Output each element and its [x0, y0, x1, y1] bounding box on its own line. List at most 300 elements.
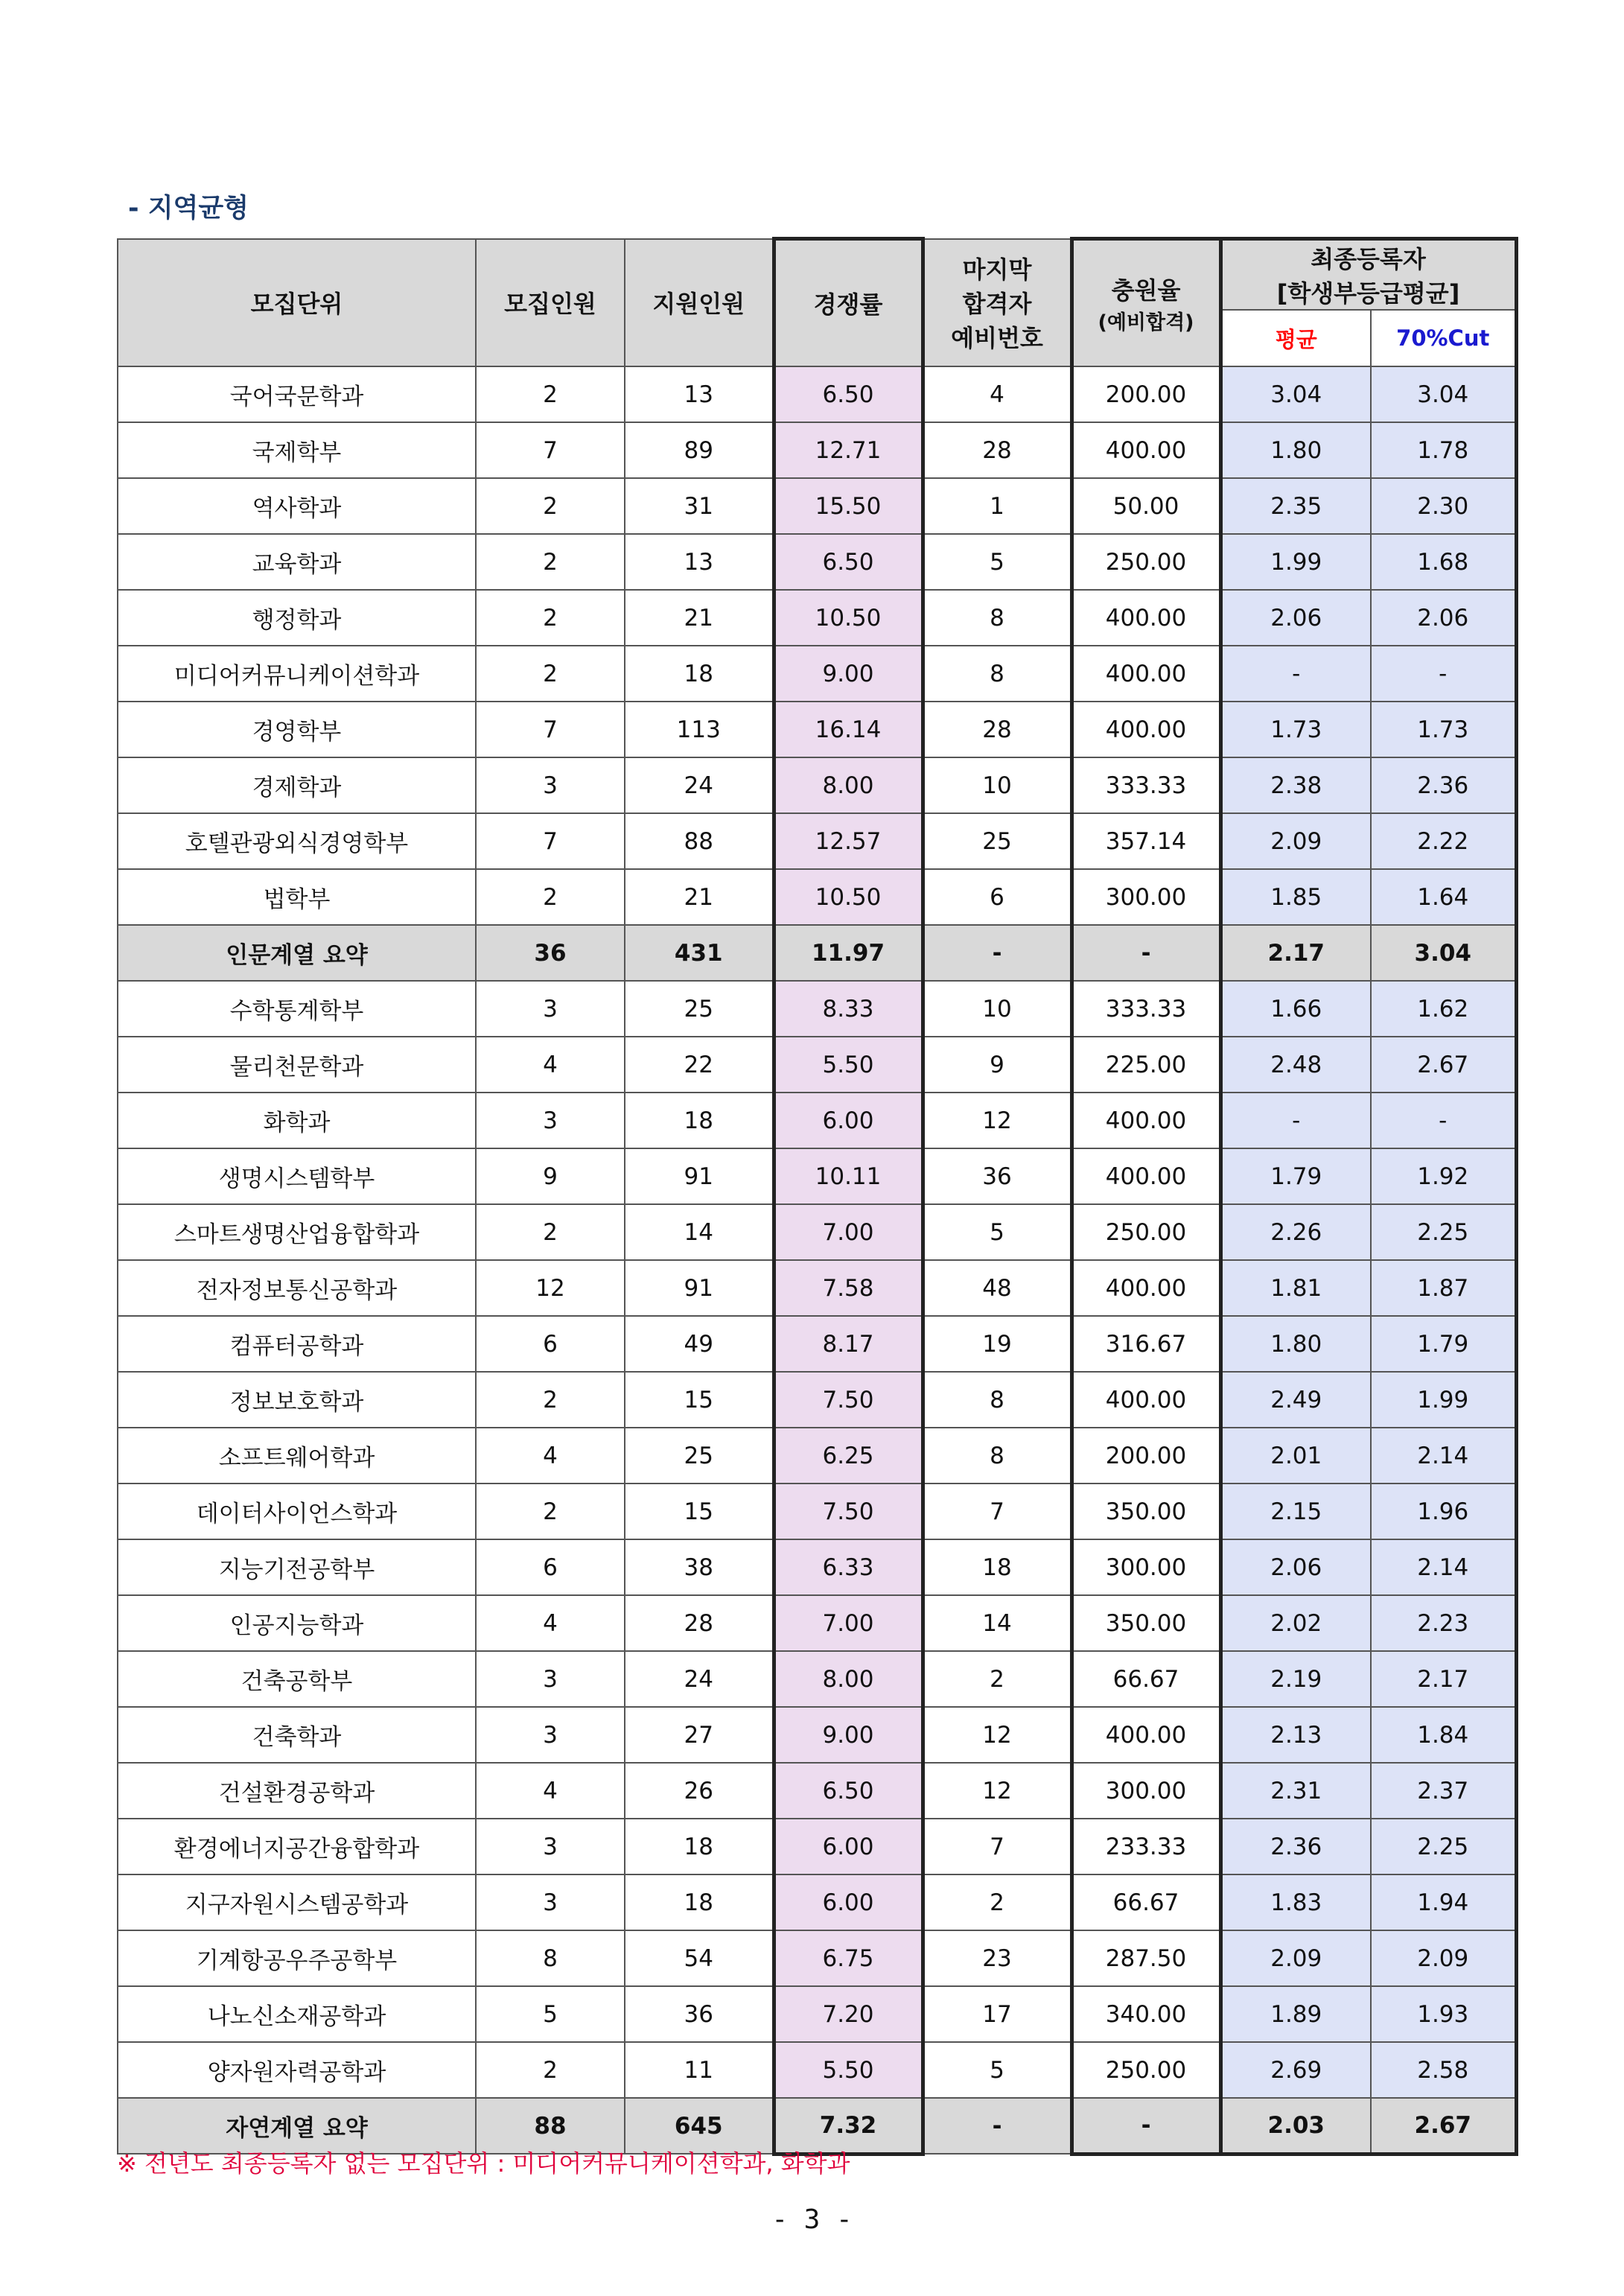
cell-cut70: -	[1371, 1093, 1516, 1148]
cell-last-number: 12	[923, 1707, 1071, 1763]
cell-cut70: 2.67	[1371, 2098, 1516, 2154]
cell-rate: 11.97	[774, 925, 923, 981]
cell-recruit: 9	[476, 1148, 625, 1204]
cell-unit: 지능기전공학부	[118, 1539, 476, 1595]
cell-unit: 미디어커뮤니케이션학과	[118, 646, 476, 702]
cell-rate: 7.00	[774, 1204, 923, 1260]
cell-rate: 8.33	[774, 981, 923, 1037]
cell-fill-rate: 300.00	[1071, 869, 1220, 925]
cell-recruit: 3	[476, 1651, 625, 1707]
cell-applicants: 38	[625, 1539, 774, 1595]
table-row	[118, 1874, 1516, 1930]
cell-last-number: 1	[923, 478, 1071, 534]
cell-avg: 2.09	[1220, 1930, 1371, 1986]
cell-recruit: 2	[476, 534, 625, 590]
cell-applicants: 27	[625, 1707, 774, 1763]
cell-applicants: 24	[625, 1651, 774, 1707]
cell-applicants: 22	[625, 1037, 774, 1093]
cell-applicants: 24	[625, 757, 774, 813]
table-row	[118, 1037, 1516, 1093]
table-row	[118, 534, 1516, 590]
cell-cut70: 2.23	[1371, 1595, 1516, 1651]
cell-avg: 2.17	[1220, 925, 1371, 981]
table-row	[118, 1316, 1516, 1372]
cell-applicants: 14	[625, 1204, 774, 1260]
cell-unit: 인문계열 요약	[118, 925, 476, 981]
cell-applicants: 431	[625, 925, 774, 981]
cell-avg: 2.19	[1220, 1651, 1371, 1707]
cell-rate: 6.00	[774, 1819, 923, 1874]
cell-last-number: 7	[923, 1484, 1071, 1539]
cell-cut70: 2.22	[1371, 813, 1516, 869]
cell-applicants: 89	[625, 422, 774, 478]
cell-cut70: -	[1371, 646, 1516, 702]
cell-fill-rate: 333.33	[1071, 757, 1220, 813]
cell-avg: 1.81	[1220, 1260, 1371, 1316]
cell-rate: 8.17	[774, 1316, 923, 1372]
cell-fill-rate: 233.33	[1071, 1819, 1220, 1874]
cell-fill-rate: 250.00	[1071, 534, 1220, 590]
table-row	[118, 1707, 1516, 1763]
cell-avg: 2.49	[1220, 1372, 1371, 1428]
cell-fill-rate: 50.00	[1071, 478, 1220, 534]
cell-cut70: 2.37	[1371, 1763, 1516, 1819]
table-row	[118, 646, 1516, 702]
cell-fill-rate: 300.00	[1071, 1763, 1220, 1819]
table-row	[118, 1819, 1516, 1874]
table-row	[118, 1260, 1516, 1316]
cell-recruit: 2	[476, 366, 625, 422]
cell-cut70: 2.14	[1371, 1428, 1516, 1484]
cell-applicants: 21	[625, 590, 774, 646]
cell-applicants: 18	[625, 646, 774, 702]
cell-rate: 6.50	[774, 366, 923, 422]
cell-unit: 정보보호학과	[118, 1372, 476, 1428]
cell-rate: 10.11	[774, 1148, 923, 1204]
cell-avg: 1.89	[1220, 1986, 1371, 2042]
cell-last-number: 25	[923, 813, 1071, 869]
cell-last-number: 17	[923, 1986, 1071, 2042]
cell-last-number: 23	[923, 1930, 1071, 1986]
cell-recruit: 2	[476, 1484, 625, 1539]
cell-fill-rate: 340.00	[1071, 1986, 1220, 2042]
cell-last-number: 7	[923, 1819, 1071, 1874]
cell-avg: 2.36	[1220, 1819, 1371, 1874]
cell-avg: 1.99	[1220, 534, 1371, 590]
cell-cut70: 2.30	[1371, 478, 1516, 534]
cell-rate: 6.75	[774, 1930, 923, 1986]
table-row	[118, 1539, 1516, 1595]
table-row	[118, 757, 1516, 813]
cell-recruit: 2	[476, 869, 625, 925]
cell-fill-rate: 66.67	[1071, 1874, 1220, 1930]
cell-unit: 생명시스템학부	[118, 1148, 476, 1204]
cell-cut70: 3.04	[1371, 925, 1516, 981]
cell-unit: 소프트웨어학과	[118, 1428, 476, 1484]
cell-cut70: 1.93	[1371, 1986, 1516, 2042]
cell-avg: 1.85	[1220, 869, 1371, 925]
cell-unit: 나노신소재공학과	[118, 1986, 476, 2042]
cell-rate: 7.20	[774, 1986, 923, 2042]
cell-last-number: 5	[923, 534, 1071, 590]
cell-avg: 1.80	[1220, 422, 1371, 478]
cell-avg: 2.06	[1220, 1539, 1371, 1595]
cell-last-number: 36	[923, 1148, 1071, 1204]
cell-fill-rate: 400.00	[1071, 422, 1220, 478]
cell-last-number: 2	[923, 1874, 1071, 1930]
cell-last-number: 8	[923, 1372, 1071, 1428]
cell-avg: 2.26	[1220, 1204, 1371, 1260]
cell-cut70: 2.25	[1371, 1204, 1516, 1260]
table-row	[118, 590, 1516, 646]
cell-cut70: 1.84	[1371, 1707, 1516, 1763]
table-row	[118, 1093, 1516, 1148]
cell-applicants: 18	[625, 1819, 774, 1874]
cell-unit: 데이터사이언스학과	[118, 1484, 476, 1539]
cell-rate: 6.25	[774, 1428, 923, 1484]
cell-recruit: 7	[476, 813, 625, 869]
cell-applicants: 49	[625, 1316, 774, 1372]
cell-last-number: -	[923, 925, 1071, 981]
header-last-line2: 합격자	[962, 290, 1032, 319]
cell-rate: 9.00	[774, 646, 923, 702]
cell-fill-rate: 200.00	[1071, 366, 1220, 422]
cell-cut70: 1.79	[1371, 1316, 1516, 1372]
cell-avg: 1.79	[1220, 1148, 1371, 1204]
cell-last-number: 5	[923, 1204, 1071, 1260]
cell-recruit: 3	[476, 757, 625, 813]
cell-avg: 2.69	[1220, 2042, 1371, 2098]
cell-unit: 스마트생명산업융합학과	[118, 1204, 476, 1260]
cell-unit: 인공지능학과	[118, 1595, 476, 1651]
cell-unit: 지구자원시스템공학과	[118, 1874, 476, 1930]
header-recruit: 모집인원	[476, 239, 625, 367]
table-row	[118, 1986, 1516, 2042]
cell-last-number: 6	[923, 869, 1071, 925]
cell-rate: 6.50	[774, 1763, 923, 1819]
cell-fill-rate: -	[1071, 925, 1220, 981]
cell-last-number: 12	[923, 1763, 1071, 1819]
cell-last-number: 18	[923, 1539, 1071, 1595]
cell-applicants: 18	[625, 1874, 774, 1930]
cell-rate: 5.50	[774, 1037, 923, 1093]
cell-applicants: 91	[625, 1148, 774, 1204]
cell-cut70: 2.36	[1371, 757, 1516, 813]
table-row	[118, 422, 1516, 478]
cell-recruit: 2	[476, 2042, 625, 2098]
cell-fill-rate: 400.00	[1071, 590, 1220, 646]
table-row	[118, 981, 1516, 1037]
cell-unit: 국어국문학과	[118, 366, 476, 422]
cell-fill-rate: 200.00	[1071, 1428, 1220, 1484]
cell-cut70: 2.14	[1371, 1539, 1516, 1595]
cell-last-number: 48	[923, 1260, 1071, 1316]
header-avg: 평균	[1220, 310, 1371, 366]
cell-recruit: 36	[476, 925, 625, 981]
header-unit: 모집단위	[118, 239, 476, 367]
cell-recruit: 3	[476, 1874, 625, 1930]
cell-avg: -	[1220, 1093, 1371, 1148]
cell-rate: 6.00	[774, 1874, 923, 1930]
header-fill-line2: (예비합격)	[1098, 311, 1194, 334]
cell-rate: 7.00	[774, 1595, 923, 1651]
cell-last-number: 8	[923, 646, 1071, 702]
table-row	[118, 1204, 1516, 1260]
header-applicants: 지원인원	[625, 239, 774, 367]
cell-unit: 양자원자력공학과	[118, 2042, 476, 2098]
cell-avg: 2.35	[1220, 478, 1371, 534]
cell-unit: 건축공학부	[118, 1651, 476, 1707]
cell-cut70: 2.67	[1371, 1037, 1516, 1093]
header-fill-line1: 충원율	[1111, 276, 1181, 305]
cell-unit: 행정학과	[118, 590, 476, 646]
cell-recruit: 2	[476, 1372, 625, 1428]
cell-recruit: 4	[476, 1428, 625, 1484]
cell-fill-rate: -	[1071, 2098, 1220, 2154]
cell-cut70: 1.96	[1371, 1484, 1516, 1539]
cell-cut70: 2.17	[1371, 1651, 1516, 1707]
cell-rate: 6.00	[774, 1093, 923, 1148]
cell-applicants: 88	[625, 813, 774, 869]
cell-avg: -	[1220, 646, 1371, 702]
table-row	[118, 702, 1516, 757]
cell-last-number: 19	[923, 1316, 1071, 1372]
cell-cut70: 1.73	[1371, 702, 1516, 757]
cell-last-number: 12	[923, 1093, 1071, 1148]
page-number: - 3 -	[771, 2204, 853, 2235]
cell-recruit: 2	[476, 646, 625, 702]
table-row	[118, 1651, 1516, 1707]
cell-unit: 환경에너지공간융합학과	[118, 1819, 476, 1874]
cell-applicants: 31	[625, 478, 774, 534]
cell-rate: 6.33	[774, 1539, 923, 1595]
cell-avg: 2.38	[1220, 757, 1371, 813]
cell-fill-rate: 250.00	[1071, 2042, 1220, 2098]
cell-rate: 6.50	[774, 534, 923, 590]
table-row	[118, 1595, 1516, 1651]
cell-unit: 역사학과	[118, 478, 476, 534]
header-final-line1: 최종등록자	[1311, 245, 1426, 273]
cell-fill-rate: 350.00	[1071, 1595, 1220, 1651]
header-final-line2: [학생부등급평균]	[1276, 279, 1460, 308]
cell-rate: 7.50	[774, 1484, 923, 1539]
header-rate: 경쟁률	[774, 239, 923, 367]
cell-recruit: 7	[476, 422, 625, 478]
cell-unit: 기계항공우주공학부	[118, 1930, 476, 1986]
cell-avg: 1.83	[1220, 1874, 1371, 1930]
cell-recruit: 3	[476, 1093, 625, 1148]
cell-unit: 경제학과	[118, 757, 476, 813]
cell-unit: 물리천문학과	[118, 1037, 476, 1093]
cell-rate: 5.50	[774, 2042, 923, 2098]
cell-applicants: 21	[625, 869, 774, 925]
table-row	[118, 1763, 1516, 1819]
cell-recruit: 7	[476, 702, 625, 757]
cell-recruit: 4	[476, 1763, 625, 1819]
cell-fill-rate: 287.50	[1071, 1930, 1220, 1986]
cell-recruit: 4	[476, 1037, 625, 1093]
summary-row	[118, 925, 1516, 981]
cell-avg: 2.09	[1220, 813, 1371, 869]
cell-unit: 호텔관광외식경영학부	[118, 813, 476, 869]
cell-rate: 8.00	[774, 757, 923, 813]
cell-avg: 2.03	[1220, 2098, 1371, 2154]
cell-fill-rate: 333.33	[1071, 981, 1220, 1037]
cell-unit: 자연계열 요약	[118, 2098, 476, 2154]
cell-avg: 2.02	[1220, 1595, 1371, 1651]
cell-avg: 3.04	[1220, 366, 1371, 422]
cell-unit: 화학과	[118, 1093, 476, 1148]
table-body	[118, 366, 1516, 2154]
cell-avg: 1.80	[1220, 1316, 1371, 1372]
cell-rate: 12.71	[774, 422, 923, 478]
cell-unit: 수학통계학부	[118, 981, 476, 1037]
cell-recruit: 6	[476, 1316, 625, 1372]
header-last-line1: 마지막	[962, 255, 1032, 284]
cell-avg: 1.73	[1220, 702, 1371, 757]
cell-fill-rate: 400.00	[1071, 646, 1220, 702]
cell-rate: 10.50	[774, 590, 923, 646]
cell-unit: 교육학과	[118, 534, 476, 590]
cell-cut70: 2.58	[1371, 2042, 1516, 2098]
cell-last-number: 9	[923, 1037, 1071, 1093]
cell-avg: 2.15	[1220, 1484, 1371, 1539]
cell-avg: 2.06	[1220, 590, 1371, 646]
cell-applicants: 645	[625, 2098, 774, 2154]
cell-recruit: 2	[476, 590, 625, 646]
cell-cut70: 3.04	[1371, 366, 1516, 422]
cell-recruit: 3	[476, 1819, 625, 1874]
cell-applicants: 15	[625, 1484, 774, 1539]
cell-unit: 국제학부	[118, 422, 476, 478]
cell-rate: 7.50	[774, 1372, 923, 1428]
cell-recruit: 5	[476, 1986, 625, 2042]
cell-recruit: 2	[476, 1204, 625, 1260]
cell-fill-rate: 400.00	[1071, 1093, 1220, 1148]
cell-last-number: 8	[923, 590, 1071, 646]
cell-last-number: 5	[923, 2042, 1071, 2098]
table-row	[118, 366, 1516, 422]
header-last-number	[923, 239, 1071, 367]
table-row	[118, 1484, 1516, 1539]
cell-unit: 전자정보통신공학과	[118, 1260, 476, 1316]
cell-recruit: 8	[476, 1930, 625, 1986]
cell-rate: 15.50	[774, 478, 923, 534]
cell-fill-rate: 300.00	[1071, 1539, 1220, 1595]
cell-applicants: 13	[625, 366, 774, 422]
cell-last-number: 14	[923, 1595, 1071, 1651]
cell-recruit: 88	[476, 2098, 625, 2154]
cell-applicants: 15	[625, 1372, 774, 1428]
cell-rate: 9.00	[774, 1707, 923, 1763]
cell-cut70: 2.06	[1371, 590, 1516, 646]
cell-rate: 8.00	[774, 1651, 923, 1707]
header-final	[1220, 239, 1516, 311]
table-row	[118, 813, 1516, 869]
cell-applicants: 26	[625, 1763, 774, 1819]
cell-recruit: 4	[476, 1595, 625, 1651]
header-cut70: 70%Cut	[1371, 310, 1516, 366]
cell-cut70: 1.92	[1371, 1148, 1516, 1204]
cell-fill-rate: 400.00	[1071, 1707, 1220, 1763]
cell-applicants: 28	[625, 1595, 774, 1651]
table-row	[118, 1428, 1516, 1484]
cell-applicants: 113	[625, 702, 774, 757]
cell-rate: 16.14	[774, 702, 923, 757]
cell-applicants: 91	[625, 1260, 774, 1316]
cell-last-number: 2	[923, 1651, 1071, 1707]
cell-applicants: 25	[625, 1428, 774, 1484]
cell-unit: 건설환경공학과	[118, 1763, 476, 1819]
cell-fill-rate: 400.00	[1071, 1260, 1220, 1316]
cell-unit: 건축학과	[118, 1707, 476, 1763]
cell-recruit: 6	[476, 1539, 625, 1595]
cell-last-number: 10	[923, 981, 1071, 1037]
cell-avg: 2.13	[1220, 1707, 1371, 1763]
section-title: - 지역균형	[128, 194, 249, 223]
cell-applicants: 11	[625, 2042, 774, 2098]
cell-last-number: 8	[923, 1428, 1071, 1484]
cell-applicants: 13	[625, 534, 774, 590]
cell-rate: 7.58	[774, 1260, 923, 1316]
header-last-line3: 예비번호	[951, 324, 1043, 353]
cell-fill-rate: 400.00	[1071, 702, 1220, 757]
cell-recruit: 12	[476, 1260, 625, 1316]
header-fill-rate	[1071, 239, 1220, 367]
cell-avg: 2.31	[1220, 1763, 1371, 1819]
table-row	[118, 1930, 1516, 1986]
cell-fill-rate: 400.00	[1071, 1148, 1220, 1204]
table-row	[118, 2042, 1516, 2098]
cell-avg: 2.01	[1220, 1428, 1371, 1484]
cell-last-number: 10	[923, 757, 1071, 813]
table-row	[118, 1148, 1516, 1204]
cell-fill-rate: 316.67	[1071, 1316, 1220, 1372]
table-row	[118, 1372, 1516, 1428]
cell-last-number: 28	[923, 422, 1071, 478]
cell-last-number: 28	[923, 702, 1071, 757]
footnote: ※ 전년도 최종등록자 없는 모집단위 : 미디어커뮤니케이션학과, 화학과	[117, 2149, 850, 2178]
cell-unit: 경영학부	[118, 702, 476, 757]
cell-recruit: 3	[476, 981, 625, 1037]
cell-last-number: 4	[923, 366, 1071, 422]
cell-cut70: 1.99	[1371, 1372, 1516, 1428]
cell-cut70: 1.62	[1371, 981, 1516, 1037]
cell-fill-rate: 66.67	[1071, 1651, 1220, 1707]
cell-rate: 10.50	[774, 869, 923, 925]
cell-cut70: 2.09	[1371, 1930, 1516, 1986]
cell-cut70: 1.68	[1371, 534, 1516, 590]
cell-fill-rate: 357.14	[1071, 813, 1220, 869]
cell-last-number: -	[923, 2098, 1071, 2154]
table-row	[118, 869, 1516, 925]
cell-fill-rate: 350.00	[1071, 1484, 1220, 1539]
cell-cut70: 2.25	[1371, 1819, 1516, 1874]
cell-applicants: 54	[625, 1930, 774, 1986]
cell-avg: 2.48	[1220, 1037, 1371, 1093]
cell-recruit: 2	[476, 478, 625, 534]
cell-cut70: 1.64	[1371, 869, 1516, 925]
cell-unit: 컴퓨터공학과	[118, 1316, 476, 1372]
cell-cut70: 1.87	[1371, 1260, 1516, 1316]
cell-applicants: 25	[625, 981, 774, 1037]
cell-fill-rate: 400.00	[1071, 1372, 1220, 1428]
cell-applicants: 36	[625, 1986, 774, 2042]
table-row	[118, 478, 1516, 534]
cell-fill-rate: 250.00	[1071, 1204, 1220, 1260]
admissions-table	[117, 237, 1518, 2156]
cell-rate: 12.57	[774, 813, 923, 869]
